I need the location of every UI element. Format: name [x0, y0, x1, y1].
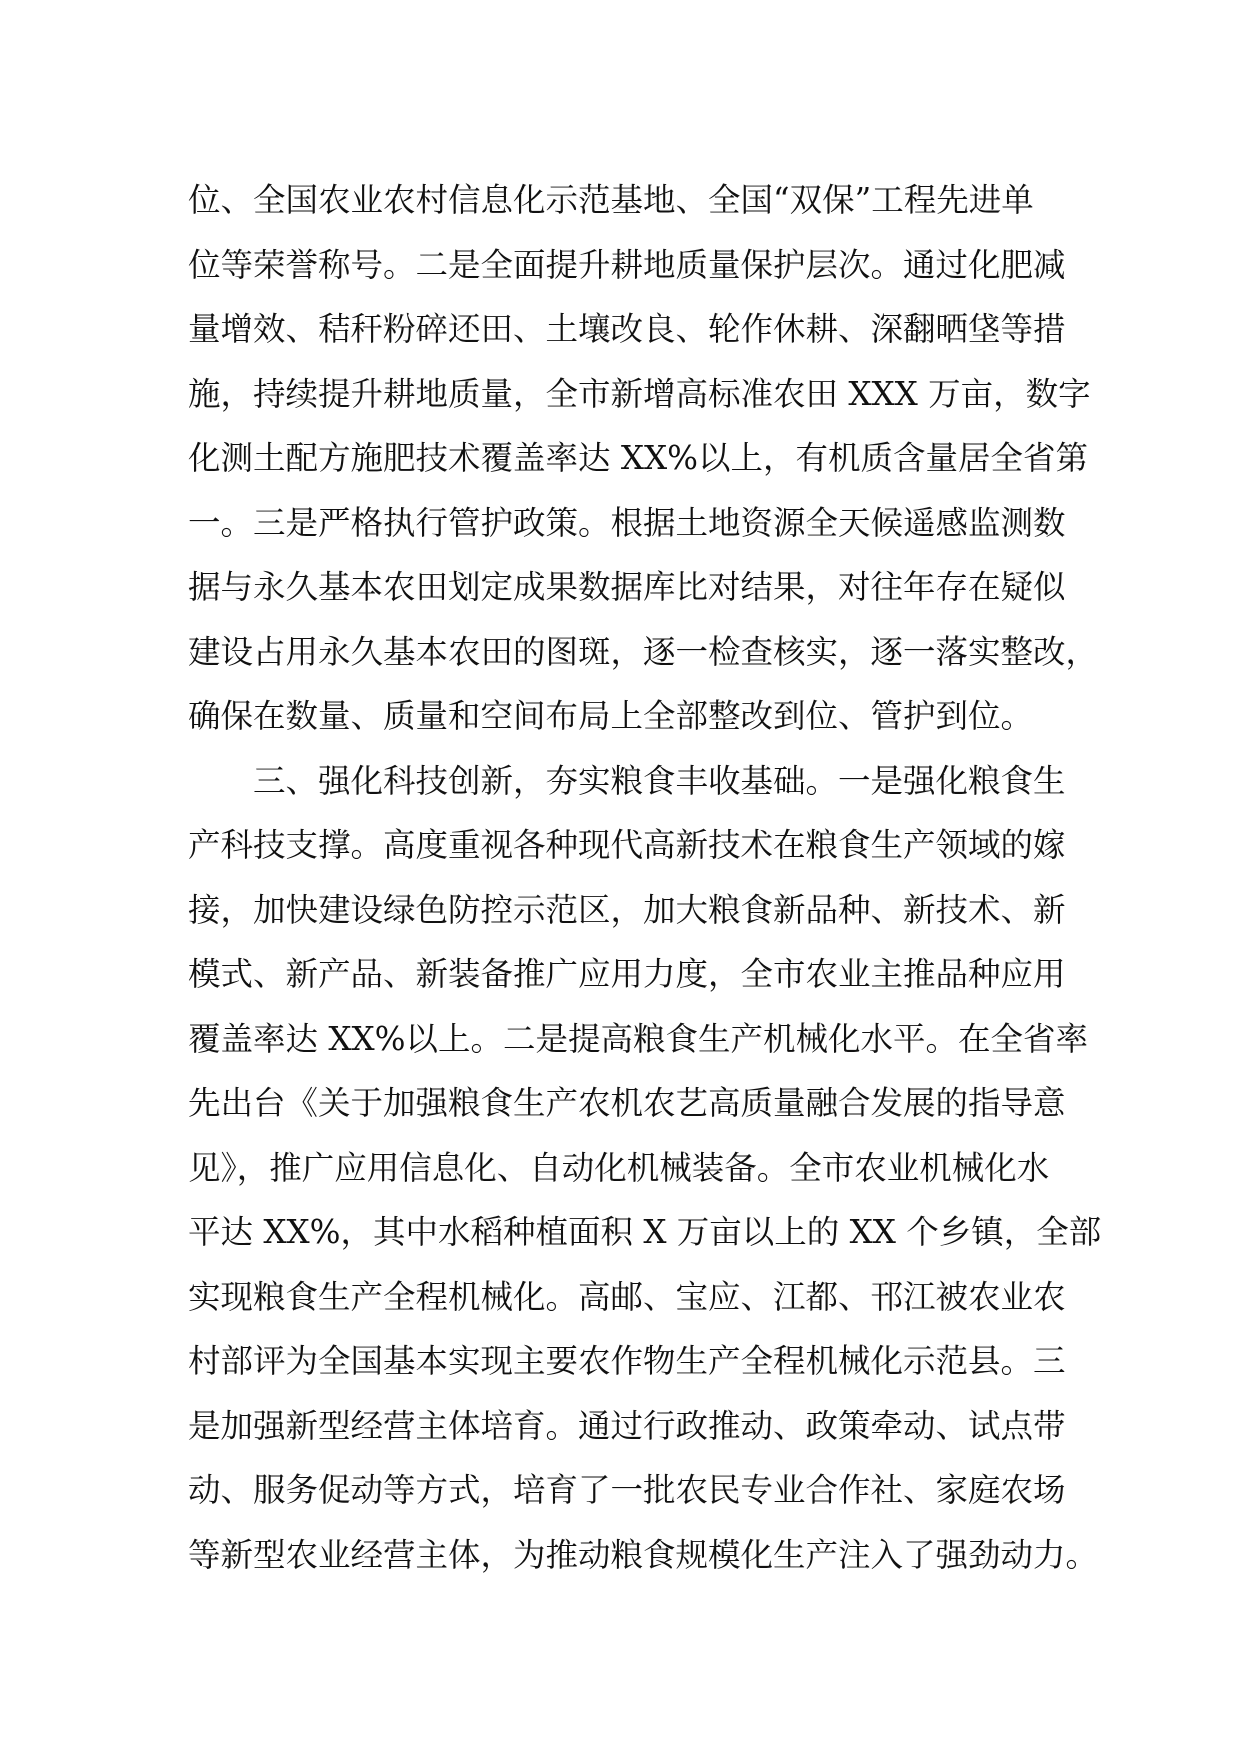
- text-line: 先出台《关于加强粮食生产农机农艺高质量融合发展的指导意: [188, 1084, 1066, 1122]
- text-line: 施，持续提升耕地质量，全市新增高标准农田 XXX 万亩，数字: [188, 374, 1091, 413]
- text-line: 位、全国农业农村信息化示范基地、全国“双保”工程先进单: [188, 181, 1034, 219]
- text-line: 平达 XX%，其中水稻种植面积 X 万亩以上的 XX 个乡镇，全部: [188, 1213, 1102, 1251]
- text-line: 接，加快建设绿色防控示范区，加大粮食新品种、新技术、新: [188, 890, 1066, 929]
- text-line: 量增效、秸秆粉碎还田、土壤改良、轮作休耕、深翻晒垡等措: [188, 310, 1066, 348]
- text-line: 建设占用永久基本农田的图斑，逐一检查核实，逐一落实整改，: [188, 632, 1099, 671]
- body-text: [188, 168, 1102, 1587]
- text-line: 见》，推广应用信息化、自动化机械装备。全市农业机械化水: [188, 1148, 1050, 1187]
- text-line: 覆盖率达 XX%以上。二是提高粮食生产机械化水平。在全省率: [188, 1019, 1088, 1058]
- text-line: 产科技支撑。高度重视各种现代高新技术在粮食生产领域的嫁: [188, 826, 1066, 864]
- text-line: 一。三是严格执行管护政策。根据土地资源全天候遥感监测数: [188, 503, 1066, 542]
- text-line: 据与永久基本农田划定成果数据库比对结果，对往年存在疑似: [188, 568, 1066, 606]
- text-line: 位等荣誉称号。二是全面提升耕地质量保护层次。通过化肥减: [188, 245, 1066, 284]
- text-line: 是加强新型经营主体培育。通过行政推动、政策牵动、试点带: [188, 1406, 1066, 1445]
- section-heading-line: 三、强化科技创新，夯实粮食丰收基础。一是强化粮食生: [188, 761, 1066, 800]
- text-line: 动、服务促动等方式，培育了一批农民专业合作社、家庭农场: [188, 1471, 1066, 1509]
- text-line: 实现粮食生产全程机械化。高邮、宝应、江都、邗江被农业农: [188, 1277, 1066, 1316]
- text-line: 模式、新产品、新装备推广应用力度，全市农业主推品种应用: [188, 955, 1066, 993]
- text-line: 确保在数量、质量和空间布局上全部整改到位、管护到位。: [188, 697, 1034, 735]
- text-line: 化测土配方施肥技术覆盖率达 XX%以上，有机质含量居全省第: [188, 439, 1088, 477]
- text-line: 村部评为全国基本实现主要农作物生产全程机械化示范县。三: [188, 1342, 1066, 1380]
- text-line: 等新型农业经营主体，为推动粮食规模化生产注入了强劲动力。: [188, 1535, 1099, 1574]
